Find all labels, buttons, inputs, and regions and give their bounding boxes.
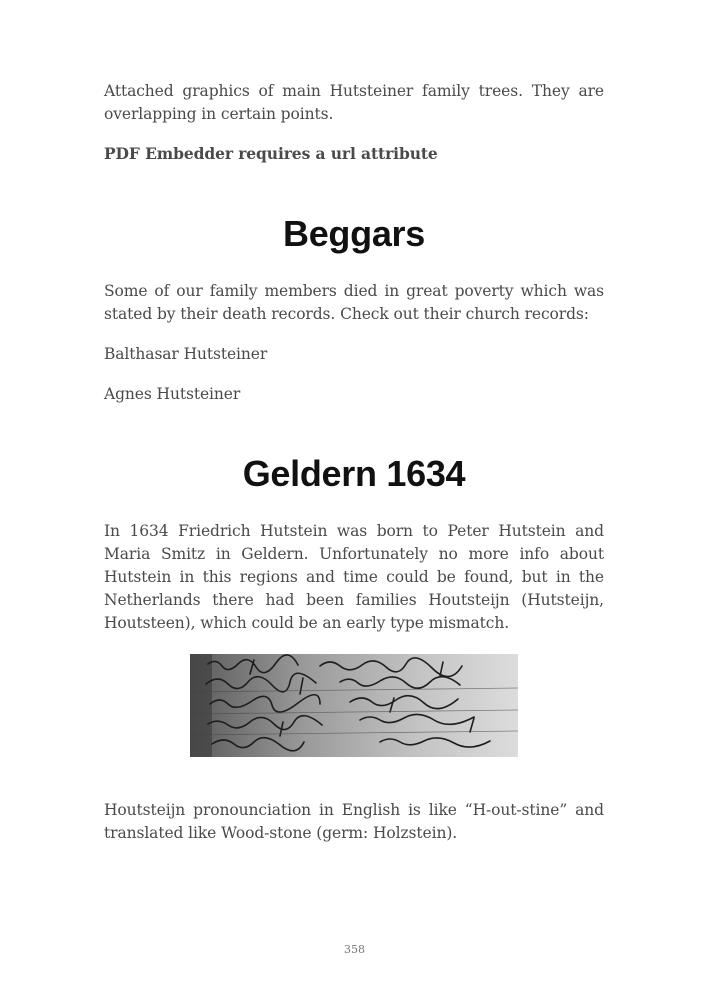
page-number: 358	[344, 943, 365, 956]
record-link-agnes[interactable]: Agnes Hutsteiner	[104, 385, 241, 403]
handwritten-record-scan	[190, 654, 518, 757]
pronunciation-paragraph: Houtsteijn pronounciation in English is like “H-out-stine” and translated like Wood-stone (germ: Holzstein).	[104, 801, 604, 842]
geldern-heading: Geldern 1634	[242, 453, 466, 494]
record-link-balthasar[interactable]: Balthasar Hutsteiner	[104, 345, 268, 363]
geldern-paragraph: In 1634 Friedrich Hutstein was born to Peter Hutstein and Maria Smitz in Geldern. Unfortunately no more info about Hutstein in this regions and time could be found, but in the Netherlands there had been families Houtsteijn (Hutsteijn, Houtsteen), which could be an early type mismatch.	[104, 522, 604, 632]
beggars-heading: Beggars	[283, 213, 425, 254]
church-record-image	[190, 654, 518, 757]
pdf-embedder-warning: PDF Embedder requires a url attribute	[104, 144, 438, 163]
beggars-paragraph: Some of our family members died in great poverty which was stated by their death records. Check out their church records:	[104, 282, 604, 323]
intro-paragraph: Attached graphics of main Hutsteiner family trees. They are overlapping in certain points.	[104, 82, 604, 123]
